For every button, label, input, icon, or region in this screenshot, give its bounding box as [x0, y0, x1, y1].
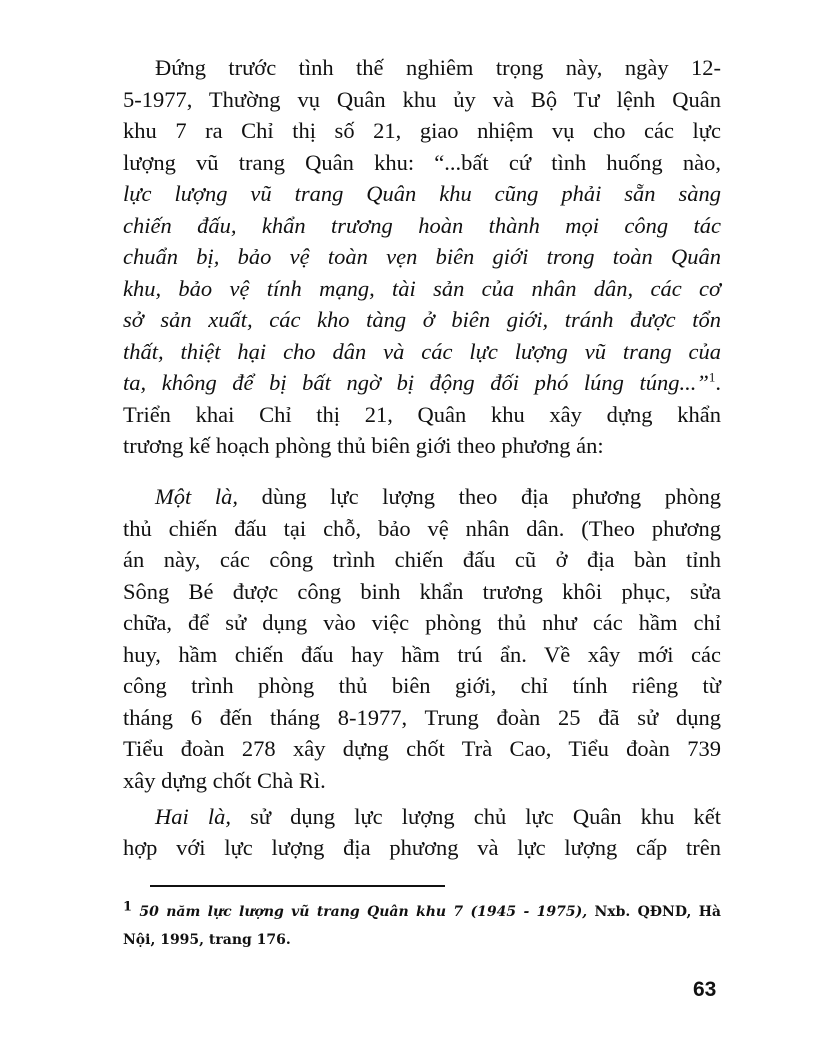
text-segment: lượng vũ trang Quân khu: “...bất cứ tình huống nào, [123, 149, 721, 175]
text-segment: chuẩn bị, bảo vệ toàn vẹn biên giới trong toàn Quân [123, 244, 721, 269]
footnote-line [123, 899, 721, 922]
text-line [123, 306, 721, 334]
text-line [123, 578, 721, 606]
text-line [123, 86, 721, 114]
footnote-segment: 50 năm lực lượng vũ trang Quân khu 7 (1945 - 1975), [132, 904, 588, 920]
footnote-marker: 1 [708, 369, 716, 385]
text-segment: sở sản xuất, các kho tàng ở biên giới, tránh được tổn [123, 307, 721, 332]
text-segment: xây dựng chốt Chà Rì. [123, 767, 326, 793]
text-line [123, 641, 721, 669]
text-segment: khu 7 ra Chỉ thị số 21, giao nhiệm vụ cho các lực [123, 118, 721, 143]
text-line [123, 672, 721, 700]
text-line [123, 275, 721, 303]
footnote-number: 1 [123, 899, 133, 915]
text-segment: Triển khai Chỉ thị 21, Quân khu xây dựng khẩn [123, 401, 721, 427]
text-line [155, 54, 721, 82]
text-segment: chữa, để sử dụng vào việc phòng thủ như các hầm chỉ [123, 610, 721, 635]
text-line [155, 483, 721, 511]
text-segment: ta, không để bị bất ngờ bị động đối phó lúng túng...” [123, 370, 709, 395]
text-line [123, 338, 721, 366]
text-line [123, 369, 721, 397]
footnote-segment: Nội, 1995, trang 176. [123, 932, 291, 948]
text-line [123, 767, 721, 795]
text-segment: hợp với lực lượng địa phương và lực lượng cấp trên [123, 835, 721, 860]
text-segment: tháng 6 đến tháng 8-1977, Trung đoàn 25 đã sử dụng [123, 704, 721, 730]
text-line [123, 149, 721, 177]
text-segment: án này, các công trình chiến đấu cũ ở địa bàn tỉnh [123, 547, 721, 572]
text-line [123, 432, 721, 460]
text-segment: lực lượng vũ trang Quân khu cũng phải sẵn sàng [123, 181, 721, 206]
text-segment: chiến đấu, khẩn trương hoàn thành mọi công tác [123, 212, 721, 238]
text-segment: . [715, 370, 721, 395]
text-line [123, 212, 721, 240]
text-line [123, 180, 721, 208]
text-segment: Hai là, [155, 804, 231, 829]
text-segment: trương kế hoạch phòng thủ biên giới theo phương án: [123, 433, 604, 458]
text-segment: 5-1977, Thường vụ Quân khu ủy và Bộ Tư lệnh Quân [123, 86, 721, 112]
text-segment: sử dụng lực lượng chủ lực Quân khu kết [230, 804, 721, 829]
text-line [123, 834, 721, 862]
footnote-divider [150, 885, 445, 887]
text-segment: thủ chiến đấu tại chỗ, bảo vệ nhân dân. (Theo phương [123, 515, 721, 541]
text-line [123, 704, 721, 732]
text-segment: khu, bảo vệ tính mạng, tài sản của nhân dân, các cơ [123, 275, 721, 301]
footnote-line [123, 930, 721, 950]
text-segment: dùng lực lượng theo địa phương phòng [237, 484, 721, 509]
text-segment: Đứng trước tình thế nghiêm trọng này, ngày 12- [155, 55, 721, 80]
text-line [123, 515, 721, 543]
page-number: 63 [693, 978, 717, 1001]
text-line [123, 401, 721, 429]
text-line [123, 609, 721, 637]
text-line [123, 243, 721, 271]
text-line [123, 117, 721, 145]
footnote-segment: Nxb. QĐND, Hà [587, 904, 721, 920]
text-segment: công trình phòng thủ biên giới, chỉ tính riêng từ [123, 673, 721, 698]
text-segment: Một là, [155, 484, 238, 509]
text-line [123, 735, 721, 763]
text-segment: Tiểu đoàn 278 xây dựng chốt Trà Cao, Tiểu đoàn 739 [123, 736, 721, 761]
text-segment: thất, thiệt hại cho dân và các lực lượng vũ trang của [123, 338, 721, 364]
text-line [123, 546, 721, 574]
text-segment: huy, hầm chiến đấu hay hầm trú ẩn. Về xây mới các [123, 641, 721, 667]
text-segment: Sông Bé được công binh khẩn trương khôi phục, sửa [123, 578, 721, 604]
text-line [155, 803, 721, 831]
